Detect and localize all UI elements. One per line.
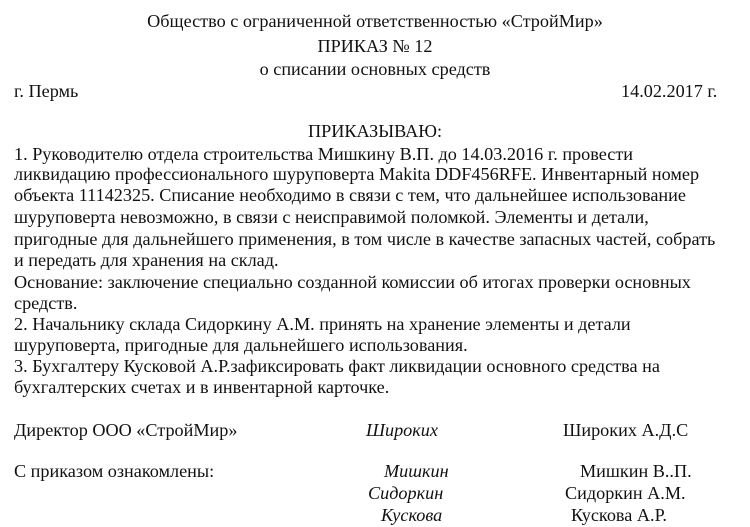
body-line: шуруповерта невозможно, в связи с неисправимой поломкой. Элементы и детали, bbox=[14, 207, 649, 227]
acknowledged-name: Кускова А.Р. bbox=[571, 505, 667, 525]
acknowledged-signature: Мишкин bbox=[384, 461, 449, 481]
director-label: Директор ООО «СтройМир» bbox=[14, 420, 238, 440]
acknowledged-name: Сидоркин А.М. bbox=[565, 483, 686, 503]
director-signature: Широких bbox=[366, 420, 438, 440]
body-line: 2. Начальнику склада Сидоркину А.М. принять на хранение элементы и детали bbox=[14, 314, 631, 334]
body-line: 1. Руководителю отдела строительства Мишкину В.П. до 14.03.2016 г. провести bbox=[14, 144, 634, 164]
order-word: ПРИКАЗЫВАЮ: bbox=[307, 121, 443, 141]
basis-line: Основание: заключение специально созданной комиссии об итогах проверки основных bbox=[14, 272, 691, 292]
body-line: 3. Бухгалтеру Кусковой А.Р.зафиксировать факт ликвидации основного средства на bbox=[14, 356, 660, 376]
acknowledged-signature: Кускова bbox=[381, 505, 443, 525]
acknowledged-name: Мишкин В..П. bbox=[580, 461, 692, 481]
order-subject: о списании основных средств bbox=[259, 59, 491, 79]
order-date: 14.02.2017 г. bbox=[621, 81, 718, 101]
basis-line: средств. bbox=[14, 293, 78, 313]
body-line: пригодные для дальнейшего применения, в том числе в качестве запасных частей, собрать bbox=[14, 229, 716, 249]
body-line: ликвидацию профессионального шуруповерта Makita DDF456RFE. Инвентарный номер bbox=[14, 164, 700, 184]
body-line: и передать для хранения на склад. bbox=[14, 250, 279, 270]
acknowledged-label: С приказом ознакомлены: bbox=[14, 461, 215, 481]
director-name: Широких А.Д.С bbox=[563, 420, 689, 440]
order-title: ПРИКАЗ № 12 bbox=[317, 36, 433, 56]
order-place: г. Пермь bbox=[14, 81, 79, 101]
body-line: шуруповерта, пригодные для дальнейшего использования. bbox=[14, 335, 468, 355]
body-line: бухгалтерских счетах и в инвентарной карточке. bbox=[14, 377, 390, 397]
company-name: Общество с ограниченной ответственностью «СтройМир» bbox=[147, 11, 603, 31]
acknowledged-signature: Сидоркин bbox=[368, 483, 444, 503]
body-line: объекта 11142325. Списание необходимо в связи с тем, что дальнейшее использование bbox=[14, 185, 686, 205]
